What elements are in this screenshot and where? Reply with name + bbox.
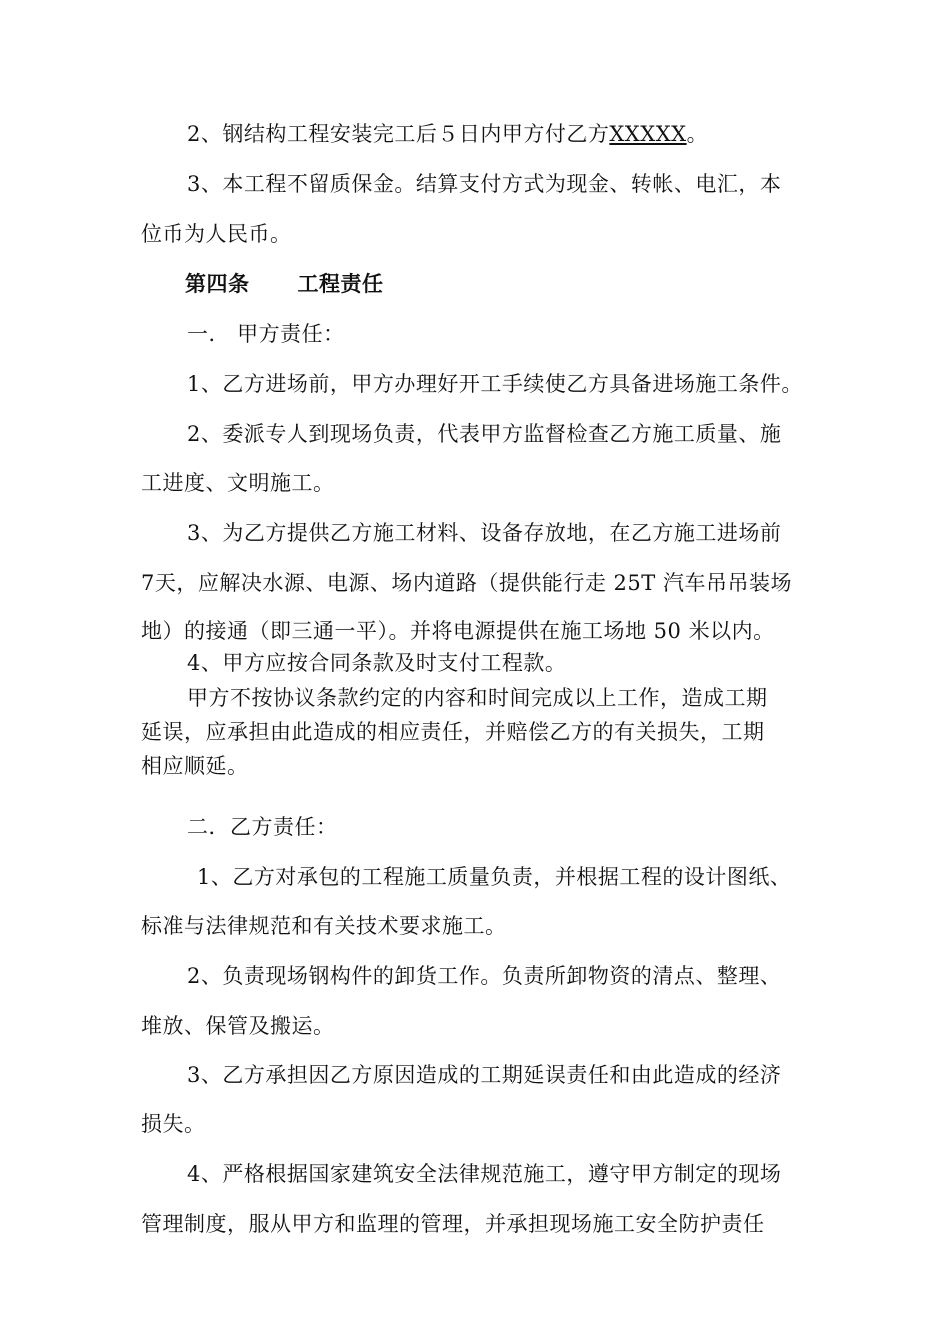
clause-payment-3-line2: 位币为人民币。 [141,222,292,246]
article-number: 第四条 [185,272,250,296]
party-b-item-1-line1: 1、乙方对承包的工程施工质量负责，并根据工程的设计图纸、 [197,865,792,889]
party-a-item-2-line1: 2、委派专人到现场负责，代表甲方监督检查乙方施工质量、施 [187,422,782,446]
clause-end: 。 [686,122,709,146]
party-b-item-1-line2: 标准与法律规范和有关技术要求施工。 [141,914,507,938]
party-a-default-line2: 延误，应承担由此造成的相应责任，并赔偿乙方的有关损失，工期 [141,720,765,744]
party-a-item-3-line2: 7天，应解决水源、电源、场内道路（提供能行走 25T 汽车吊吊装场 [141,571,792,595]
article-4-heading [185,268,384,298]
clause-text: 2、钢结构工程安装完工后５日内甲方付乙方 [187,122,610,146]
amount-placeholder: XXXXX [609,122,687,146]
party-b-item-4-line1: 4、严格根据国家建筑安全法律规范施工，遵守甲方制定的现场 [187,1162,782,1186]
party-b-item-4-line2: 管理制度，服从甲方和监理的管理，并承担现场施工安全防护责任 [141,1212,765,1236]
section-party-a-heading: 一． 甲方责任： [187,322,345,346]
section-party-b-heading: 二．乙方责任： [187,815,338,839]
party-a-item-4: 4、甲方应按合同条款及时支付工程款。 [187,651,567,675]
article-title: 工程责任 [297,272,384,296]
party-b-item-2-line1: 2、负责现场钢构件的卸货工作。负责所卸物资的清点、整理、 [187,964,782,988]
party-a-item-1: 1、乙方进场前，甲方办理好开工手续使乙方具备进场施工条件。 [187,372,803,396]
party-a-default-line3: 相应顺延。 [141,754,249,778]
party-b-item-3-line2: 损失。 [141,1112,206,1136]
party-b-item-2-line2: 堆放、保管及搬运。 [141,1014,335,1038]
clause-payment-3-line1: 3、本工程不留质保金。结算支付方式为现金、转帐、电汇，本 [187,172,782,196]
party-b-item-3-line1: 3、乙方承担因乙方原因造成的工期延误责任和由此造成的经济 [187,1063,782,1087]
party-a-item-2-line2: 工进度、文明施工。 [141,471,335,495]
party-a-default-line1: 甲方不按协议条款约定的内容和时间完成以上工作，造成工期 [187,686,768,710]
party-a-item-3-line1: 3、为乙方提供乙方施工材料、设备存放地，在乙方施工进场前 [187,521,782,545]
party-a-item-3-line3: 地）的接通（即三通一平）。并将电源提供在施工场地 50 米以内。 [141,619,775,643]
clause-payment-2 [187,118,708,148]
